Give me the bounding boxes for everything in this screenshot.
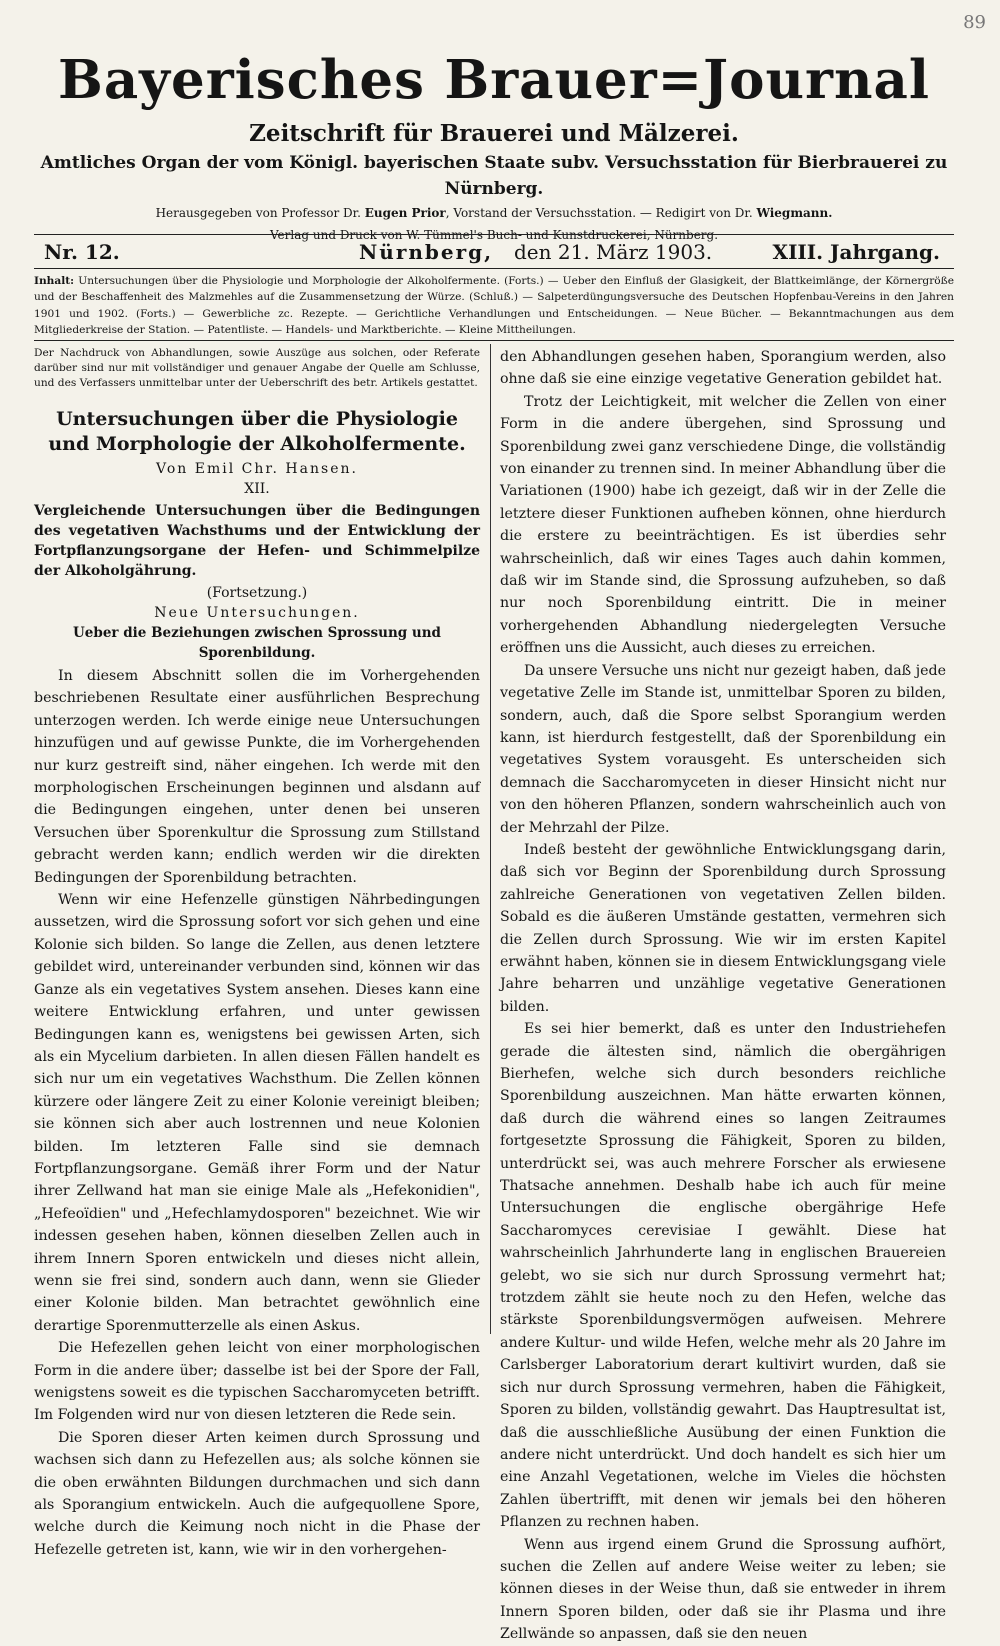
masthead-rule bbox=[34, 234, 954, 235]
table-of-contents bbox=[34, 273, 954, 339]
issue-date: den 21. März 1903. bbox=[514, 240, 713, 264]
paragraph: Es sei hier bemerkt, daß es unter den Industriehefen gerade die ältesten sind, nämlich die obergährigen Bierhefen, welche sich durch besonders reichliche Sporenbildung auszeichnen. Man hätte erwarten können, daß durch die während eines so langen Zeitraumes fortgesetzte Sprossung die Fähigkeit, Sporen zu bilden, unterdrückt sei, was auch mehrere Forscher als erwiesene Thatsache annehmen. Deshalb habe ich auch für meine Untersuchungen die englische obergährige Hefe Saccharomyces cerevisiae I gewählt. Diese hat wahrscheinlich Jahrhunderte lang in englischen Brauereien gelebt, wo sie sich nur durch Sprossung vermehrt hat; trotzdem zählt sie heute noch zu den Hefen, welche das stärkste Sporenbildungsvermögen aufweisen. Mehrere andere Kultur- und wilde Hefen, welche mehr als 20 Jahre im Carlsberger Laboratorium derart kultivirt wurden, daß sie sich nur durch Sprossung vermehren, haben die Fähigkeit, Sporen zu bilden, vollständig gewahrt. Das Hauptresultat ist, daß die ausschließliche Ausübung der einen Funktion die andere nicht unterdrückt. Und doch handelt es sich hier um eine Anzahl Vegetationen, welche im Vieles die höchsten Zahlen übertrifft, mit denen wir jemals bei den höheren Pflanzen zu rechnen haben. bbox=[500, 1021, 946, 1531]
article-author: Von Emil Chr. Hansen. bbox=[156, 461, 358, 477]
contents-rule bbox=[34, 340, 954, 341]
issue-place: Nürnberg, bbox=[359, 240, 494, 264]
section-heading: Ueber die Beziehungen zwischen Sprossung und Sporenbildung. bbox=[73, 625, 441, 661]
issue-number: Nr. 12. bbox=[44, 240, 120, 264]
article-part-number: XII. bbox=[244, 481, 270, 497]
editors-line bbox=[34, 202, 954, 224]
reprint-notice: Der Nachdruck von Abhandlungen, sowie Auszüge aus solchen, oder Referate darüber sind nur mit vollständiger und genauer Angabe der Quelle am Schlusse, und des Verfassers unmittelbar unter der Ueberschrift des betr. Artikels gestattet. bbox=[34, 347, 480, 389]
column-divider bbox=[490, 344, 491, 1334]
issue-rule bbox=[34, 268, 954, 269]
left-column bbox=[34, 346, 480, 1561]
article-subtitle: Vergleichende Untersuchungen über die Bedingungen des vegetativen Wachsthums und der Entwicklung der Fortpflanzungsorgane der Hefen- und Schimmelpilze der Alkoholgährung. bbox=[34, 503, 480, 579]
journal-title: Bayerisches Brauer=Journal bbox=[58, 49, 930, 111]
paragraph: Wenn wir eine Hefenzelle günstigen Nährbedingungen aussetzen, wird die Sprossung sofort vor sich gehen und eine Kolonie sich bilden. So lange die Zellen, aus denen letztere gebildet wird, untereinander verbunden sind, können wir das Ganze als ein vegetatives System ansehen. Dieses kann eine weitere Entwicklung erfahren, und unter gewissen Bedingungen kann es, wenigstens bei gewissen Arten, sich als ein Mycelium darbieten. In allen diesen Fällen handelt es sich nur um ein vegetatives Wachsthum. Die Zellen können kürzere oder längere Zeit zu einer Kolonie vereinigt bleiben; sie können sich aber auch lostrennen und neue Kolonien bilden. Im letzteren Falle sind sie demnach Fortpflanzungsorgane. Gemäß ihrer Form und der Natur ihrer Zellwand hat man sie einige Male als „Hefekonidien", „Hefeoïdien" und „Hefechlamydosporen" bezeichnet. Wie wir indessen gesehen haben, können dieselben Zellen auch in ihrem Innern Sporen entwickeln und dieses nicht allein, wenn sie frei sind, sondern auch dann, wenn sie Glieder einer Kolonie bilden. Man betrachtet gewöhnlich eine derartige Sporenmutterzelle als einen Askus. bbox=[34, 892, 480, 1334]
paragraph: In diesem Abschnitt sollen die im Vorhergehenden beschriebenen Resultate einer ausführlichen Besprechung unterzogen werden. Ich werde einige neue Untersuchungen hinzufügen und auf gewisse Punkte, die im Vorhergehenden nur kurz gestreift sind, näher eingehen. Ich werde mit den morphologischen Erscheinungen beginnen und alsdann auf die Bedingungen eingehen, unter denen bei unseren Versuchen über Sporenkultur die Sprossung zum Stillstand gebracht werden kann; endlich werden wir die direkten Bedingungen der Sporenbildung betrachten. bbox=[34, 668, 480, 886]
contents-text: Untersuchungen über die Physiologie und Morphologie der Alkoholfermente. (Forts.) — Ueber den Einfluß der Glasigkeit, der Blattkeimlänge, der Körnergröße und der Beschaffenheit des Malzmehles auf die Zusammensetzung der Würze. (Schluß.) — Salpeterdüngungsversuche des Deutschen Hopfenbau-Vereins in den Jahren 1901 und 1902. (Forts.) — Gewerbliche zc. Rezepte. — Gerichtliche Verhandlungen und Entscheidungen. — Neue Bücher. — Bekanntmachungen aus dem Mitgliederkreise der Station. — Patentliste. — Handels- und Marktberichte. — Kleine Mittheilungen. bbox=[34, 275, 954, 337]
paragraph: Trotz der Leichtigkeit, mit welcher die Zellen von einer Form in die andere übergehen, sind Sprossung und Sporenbildung zwei ganz verschiedene Dinge, die vollständig von einander zu trennen sind. In meiner Abhandlung über die Variationen (1900) habe ich gezeigt, daß wir in der Zelle die letztere dieser Funktionen aufheben können, ohne hierdurch die erstere zu beeinträchtigen. Es ist überdies sehr wahrscheinlich, daß wir eines Tages auch dahin kommen, daß wir im Stande sind, die Sprossung aufzuheben, so daß nur noch Sporenbildung eintritt. Die in meiner vorhergehenden Abhandlung niedergelegten Versuche eröffnen uns die Aussicht, auch dieses zu erreichen. bbox=[500, 393, 946, 657]
editor-name-1: Eugen Prior bbox=[364, 206, 446, 220]
page-marker: 89 bbox=[963, 12, 986, 33]
paragraph: Wenn aus irgend einem Grund die Sprossung aufhört, suchen die Zellen auf andere Weise weiter zu leben; sie können dieses in der Weise thun, daß sie entweder in ihrem Innern Sporen bilden, oder daß sie ihr Plasma und ihre Zellwände so anpassen, daß sie den neuen bbox=[500, 1536, 946, 1643]
article-continued: (Fortsetzung.) bbox=[206, 585, 308, 601]
paragraph: Die Hefezellen gehen leicht von einer morphologischen Form in die andere über; dasselbe ist bei der Spore der Fall, wenigstens soweit es die typischen Saccharomyceten betrifft. Im Folgenden wird nur von diesen letzteren die Rede sein. bbox=[34, 1340, 480, 1424]
contents-label: Inhalt: bbox=[34, 275, 75, 287]
article-title: Untersuchungen über die Physiologie und Morphologie der Alkoholfermente. bbox=[48, 408, 466, 455]
paragraph: Da unsere Versuche uns nicht nur gezeigt haben, daß jede vegetative Zelle im Stande ist, unmittelbar Sporen zu bilden, sondern, auch, daß die Spore selbst Sporangium werden kann, ist hierdurch festgestellt, daß der Sporenbildung ein vegetatives System vorausgeht. Es unterscheiden sich demnach die Saccharomyceten in dieser Hinsicht nicht nur von den höheren Pflanzen, sondern wahrscheinlich auch von der Mehrzahl der Pilze. bbox=[500, 662, 946, 836]
journal-subtitle: Zeitschrift für Brauerei und Mälzerei. bbox=[249, 120, 739, 147]
editors-text-1: Herausgegeben von Professor Dr. bbox=[155, 206, 361, 220]
issue-year: XIII. Jahrgang. bbox=[772, 240, 940, 264]
editor-name-2: Wiegmann. bbox=[756, 206, 833, 220]
section-heading-new-studies: Neue Untersuchungen. bbox=[154, 605, 360, 621]
issue-bar bbox=[34, 238, 954, 268]
paragraph: den Abhandlungen gesehen haben, Sporangium werden, also ohne daß sie eine einzige vegetative Generation gebildet hat. bbox=[500, 349, 946, 388]
editors-text-2: , Vorstand der Versuchsstation. — Redigirt von Dr. bbox=[445, 206, 753, 220]
masthead bbox=[34, 40, 954, 246]
paragraph: Die Sporen dieser Arten keimen durch Sprossung und wachsen sich dann zu Hefezellen aus; als solche können sie die oben erwähnten Bildungen durchmachen und sich dann als Sporangium entwickeln. Auch die aufgequollene Spore, welche durch die Keimung noch nicht in die Phase der Hefezelle getreten ist, kann, wie wir in den vorhergehen- bbox=[34, 1429, 480, 1558]
journal-organ-line: Amtliches Organ der vom Königl. bayerischen Staate subv. Versuchsstation für Bierbrauerei zu Nürnberg. bbox=[40, 153, 948, 199]
paragraph: Indeß besteht der gewöhnliche Entwicklungsgang darin, daß sich vor Beginn der Sporenbildung durch Sprossung zahlreiche Generationen von vegetativen Zellen bilden. Sobald es die äußeren Umstände gestatten, vermehren sich die Zellen durch Sprossung. Wie wir im ersten Kapitel erwähnt haben, können sie in diesem Entwicklungsgang viele Jahre beharren und unzählige vegetative Generationen bilden. bbox=[500, 841, 946, 1015]
publisher-line: Verlag und Druck von W. Tümmel's Buch- und Kunstdruckerei, Nürnberg. bbox=[269, 228, 719, 242]
right-column bbox=[500, 346, 946, 1646]
